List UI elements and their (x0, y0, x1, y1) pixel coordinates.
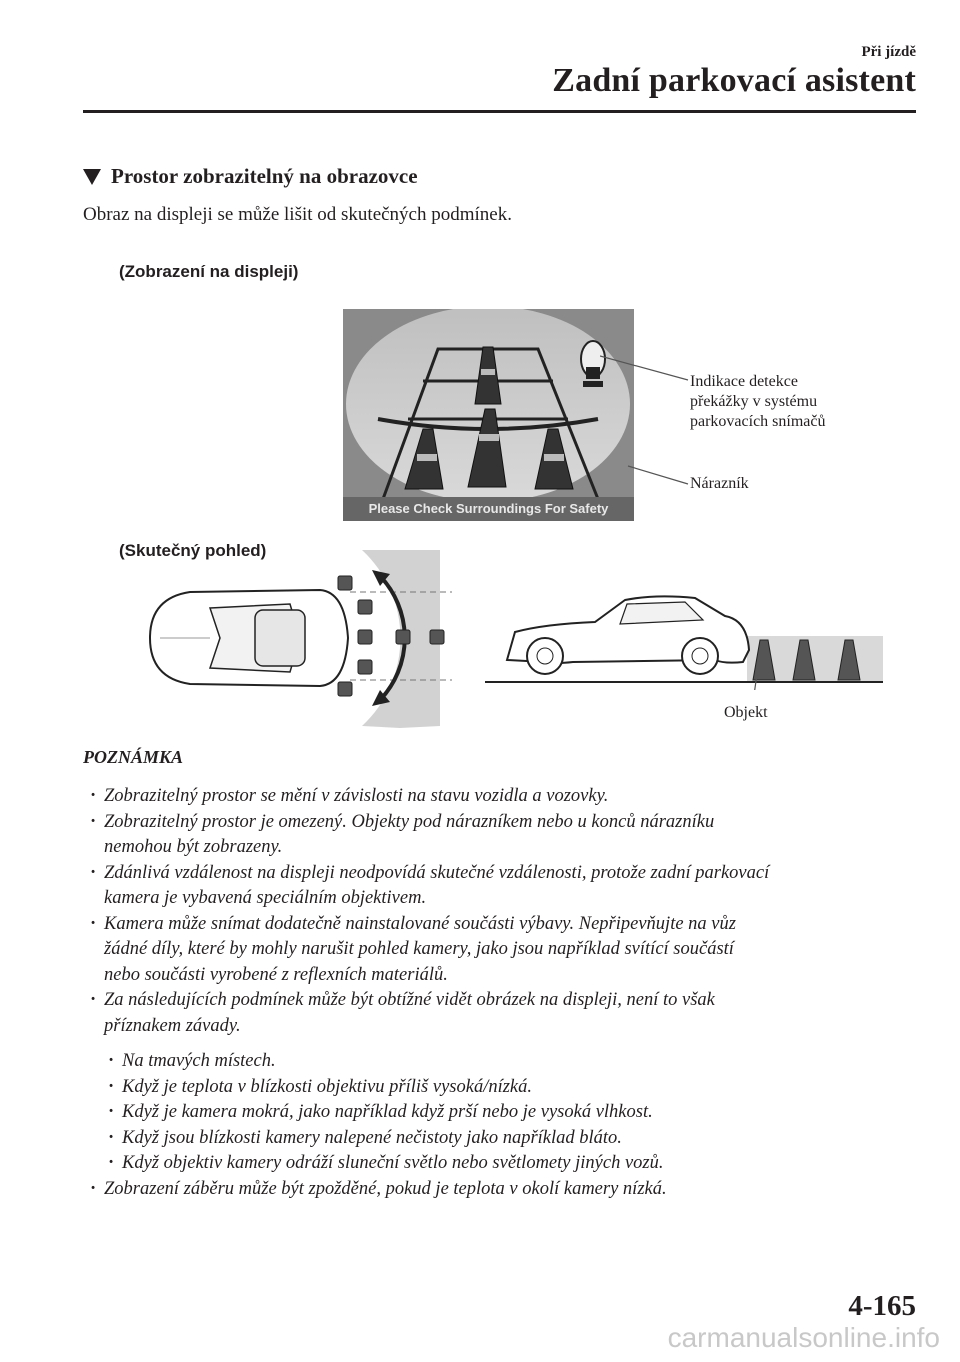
note-line: · Za následujících podmínek může být obtížné vidět obrázek na displeji, není to však (104, 990, 715, 1010)
camera-screen (343, 309, 634, 521)
note-line: · Zobrazitelný prostor je omezený. Objekty pod nárazníkem nebo u konců nárazníku (104, 811, 715, 832)
note-heading: POZNÁMKA (83, 747, 184, 767)
note-item (88, 988, 928, 1039)
note-line: nemohou být zobrazeny. (104, 837, 283, 857)
callout-object: Objekt (724, 704, 768, 721)
display-view-label: (Zobrazení na displeji) (119, 262, 299, 281)
note-item (88, 784, 928, 810)
note-line: · Na tmavých místech. (122, 1051, 276, 1071)
note-line: · Zobrazení záběru může být zpožděné, pokud je teplota v okolí kamery nízká. (104, 1178, 667, 1199)
screen-message: Please Check Surroundings For Safety (368, 501, 609, 516)
note-line: · Když objektiv kamery odráží sluneční světlo nebo světlomety jiných vozů. (122, 1153, 664, 1173)
header-rule (83, 110, 916, 113)
note-subitem (106, 1151, 928, 1177)
note-subitem (106, 1075, 928, 1101)
callout-sensor-indication: Indikace detekce překážky v systému parkovacích snímačů (690, 373, 826, 430)
section-heading (83, 164, 418, 189)
note-subitem (106, 1126, 928, 1152)
note-line: · Zdánlivá vzdálenost na displeji neodpovídá skutečné vzdálenosti, protože zadní parkovací (104, 862, 770, 883)
note-item (88, 861, 928, 912)
note-line: příznakem závady. (104, 1015, 241, 1036)
note-line: · Když jsou blízkosti kamery nalepené nečistoty jako například bláto. (122, 1127, 622, 1148)
section-title: Prostor zobrazitelný na obrazovce (111, 164, 418, 188)
side-view-illustration (485, 590, 885, 690)
notes-list (88, 784, 928, 1202)
note-item (88, 912, 928, 989)
note-subitem (106, 1100, 928, 1126)
note-line: kamera je vybavená speciálním objektivem. (104, 888, 427, 908)
page-title: Zadní parkovací asistent (552, 62, 916, 99)
note-line: · Když je kamera mokrá, jako například když prší nebo je vysoká vlhkost. (122, 1102, 653, 1122)
note-item (88, 1177, 928, 1203)
top-view-illustration (140, 548, 460, 728)
note-line: · Zobrazitelný prostor se mění v závislosti na stavu vozidla a vozovky. (104, 786, 609, 806)
camera-screen-illustration (343, 309, 634, 521)
callout-lines (600, 330, 690, 500)
page-number: 4-165 (848, 1290, 916, 1322)
note-line: · Kamera může snímat dodatečně nainstalované součásti výbavy. Nepřipevňujte na vůz (104, 913, 736, 934)
chapter-label: Při jízdě (861, 44, 916, 60)
callout-bumper: Nárazník (690, 475, 749, 492)
note-line: nebo součásti vyrobené z reflexních materiálů. (104, 964, 448, 985)
actual-view-label: (Skutečný pohled) (119, 541, 267, 560)
note-subitem (106, 1049, 928, 1075)
triangle-bullet-icon (83, 169, 101, 185)
note-line: žádné díly, které by mohly narušit pohled kamery, jako jsou například svítící součástí (104, 939, 734, 959)
section-intro: Obraz na displeji se může lišit od skutečných podmínek. (83, 204, 512, 225)
note-line: · Když je teplota v blízkosti objektivu příliš vysoká/nízká. (122, 1076, 533, 1097)
note-item (88, 810, 928, 861)
watermark: carmanualsonline.info (667, 1322, 940, 1353)
